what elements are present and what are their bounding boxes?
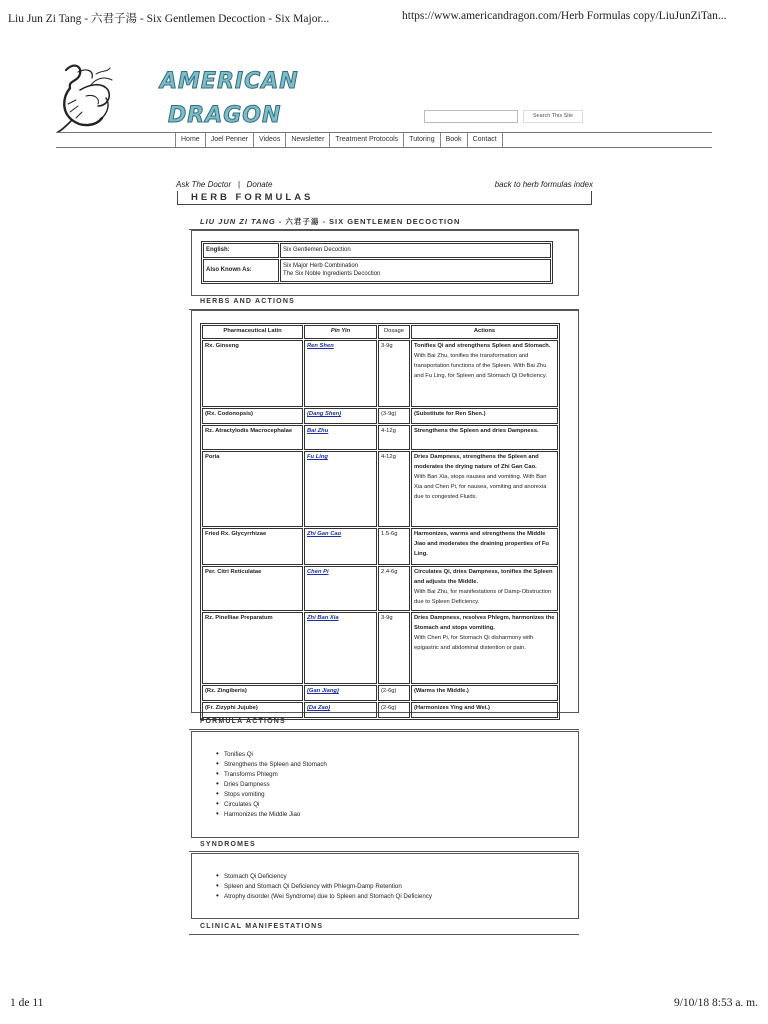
syndromes-list [216, 872, 432, 902]
herb-dosage: 3-9g [378, 612, 410, 684]
herb-action-note: With Chen Pi, for Stomach Qi disharmony with epigastric and abdominal distention or pain. [414, 634, 534, 651]
formula-actions-list [216, 750, 327, 820]
herb-pinyin [304, 408, 377, 424]
herb-dosage: 2.4-6g [378, 566, 410, 611]
herb-actions [411, 340, 558, 407]
print-page-number: 1 de 11 [10, 997, 44, 1009]
syndromes-rule [189, 851, 579, 852]
formula-actions-heading: FORMULA ACTIONS [200, 718, 286, 725]
col-actions: Actions [411, 325, 558, 339]
link-separator: | [237, 180, 240, 189]
english-label: English: [203, 243, 279, 258]
herb-pinyin-link[interactable]: Zhi Gan Cao [307, 531, 342, 537]
list-item: • Stops vomiting [216, 790, 327, 800]
herb-row [202, 425, 558, 450]
nav-home[interactable]: Home [175, 133, 205, 147]
herb-actions [411, 451, 558, 527]
nav-contact[interactable]: Contact [467, 133, 503, 147]
search-input[interactable] [424, 110, 518, 123]
herb-actions [411, 566, 558, 611]
dragon-logo-icon[interactable] [56, 60, 116, 136]
herb-pinyin-link[interactable]: Fu Ling [307, 454, 328, 460]
svg-text:DRAGON: DRAGON [168, 103, 282, 128]
clinical-heading: CLINICAL MANIFESTATIONS [200, 923, 324, 930]
herb-dosage: 3-9g [378, 340, 410, 407]
print-header [0, 10, 768, 28]
herb-actions [411, 702, 558, 718]
nav-newsletter[interactable]: Newsletter [285, 133, 329, 147]
names-table [201, 241, 553, 284]
herb-pinyin [304, 702, 377, 718]
herb-row [202, 612, 558, 684]
herb-pinyin-link[interactable]: Bai Zhu [307, 428, 329, 434]
print-datetime: 9/10/18 8:53 a. m. [673, 997, 758, 1009]
herb-action-main: Circulates Qi, dries Dampness, tonifies the Spleen and adjusts the Middle. [414, 569, 553, 585]
herb-action-main: (Warms the Middle.) [414, 688, 469, 694]
herb-pinyin [304, 340, 377, 407]
herb-pinyin-link[interactable]: (Gan Jiang) [307, 688, 339, 694]
herb-actions [411, 685, 558, 701]
list-item: • Atrophy disorder (Wei Syndrome) due to Spleen and Stomach Qi Deficiency [216, 892, 432, 902]
formula-actions-rule [189, 729, 579, 730]
nav-bottom-rule [56, 147, 712, 148]
herb-dosage: 4-12g [378, 425, 410, 450]
herb-dosage: (2-6g) [378, 685, 410, 701]
herb-action-main: Strengthens the Spleen and dries Dampness. [414, 428, 539, 434]
herbs-table [200, 323, 560, 720]
col-pinyin: Pin Yin [304, 325, 377, 339]
herb-row [202, 340, 558, 407]
list-item: • Transforms Phlegm [216, 770, 327, 780]
herb-actions [411, 408, 558, 424]
herb-action-main: (Harmonizes Ying and Wei.) [414, 705, 490, 711]
nav-book[interactable]: Book [440, 133, 467, 147]
herb-latin: (Fr. Zizyphi Jujube) [202, 702, 303, 718]
herb-latin: Rx. Ginseng [202, 340, 303, 407]
list-item: • Tonifies Qi [216, 750, 327, 760]
aka-value: Six Major Herb Combination The Six Noble Ingredients Decoction [280, 259, 551, 282]
herb-row [202, 408, 558, 424]
herb-actions [411, 612, 558, 684]
herb-row [202, 528, 558, 565]
herb-action-note: With Bai Zhu, tonifies the transformation and transportation functions of the Spleen. With Bai Zhu and Fu Ling, for Spleen and Stomach Qi Deficiency. [414, 352, 547, 379]
herb-pinyin-link[interactable]: Ren Shen [307, 343, 334, 349]
herb-dosage: (2-6g) [378, 702, 410, 718]
list-item: • Circulates Qi [216, 800, 327, 810]
nav-videos[interactable]: Videos [253, 133, 285, 147]
herb-row [202, 451, 558, 527]
herb-row [202, 685, 558, 701]
list-item: • Harmonizes the Middle Jiao [216, 810, 327, 820]
herb-action-main: (Substitute for Ren Shen.) [414, 411, 486, 417]
search-button[interactable]: Search This Site [523, 110, 583, 123]
table-row [203, 259, 551, 282]
herb-row [202, 566, 558, 611]
herb-latin: Poria [202, 451, 303, 527]
herb-pinyin [304, 612, 377, 684]
herb-pinyin-link[interactable]: (Dang Shen) [307, 411, 342, 417]
herb-action-main: Tonifies Qi and strengthens Spleen and Stomach. [414, 343, 551, 349]
list-item: • Spleen and Stomach Qi Deficiency with Phlegm-Damp Retention [216, 882, 432, 892]
top-links-left [176, 180, 272, 189]
herb-latin: Rz. Atractylodis Macrocephalae [202, 425, 303, 450]
nav-joel-penner[interactable]: Joel Penner [205, 133, 253, 147]
nav-tutoring[interactable]: Tutoring [403, 133, 439, 147]
herb-latin: (Rx. Codonopsis) [202, 408, 303, 424]
svg-text:AMERICAN: AMERICAN [160, 69, 299, 94]
print-page-url: https://www.americandragon.com/Herb Formulas copy/LiuJunZiTan... [402, 10, 727, 22]
aka-label: Also Known As: [203, 259, 279, 282]
section-header-text: HERB FORMULAS [191, 192, 314, 203]
herb-pinyin-link[interactable]: Chen Pi [307, 569, 329, 575]
table-header-row [202, 325, 558, 339]
english-value: Six Gentlemen Decoction [280, 243, 551, 258]
herb-dosage: 4-12g [378, 451, 410, 527]
herb-dosage: 1.5-6g [378, 528, 410, 565]
herb-dosage: (3-9g) [378, 408, 410, 424]
herb-pinyin [304, 425, 377, 450]
nav-treatment-protocols[interactable]: Treatment Protocols [329, 133, 403, 147]
print-footer [0, 997, 768, 1015]
back-to-index-link[interactable]: back to herb formulas index [494, 180, 593, 189]
herb-latin: Per. Citri Reticulatae [202, 566, 303, 611]
herbs-heading: HERBS AND ACTIONS [200, 298, 295, 305]
herb-pinyin-link[interactable]: Zhi Ban Xia [307, 615, 339, 621]
herb-action-note: With Bai Zhu, for manifestations of Damp-Obstruction due to Spleen Deficiency. [414, 588, 552, 605]
herb-latin: Fried Rx. Glycyrrhizae [202, 528, 303, 565]
main-navigation [175, 133, 503, 147]
list-item: • Strengthens the Spleen and Stomach [216, 760, 327, 770]
herb-latin: (Rz. Zingiberis) [202, 685, 303, 701]
herb-row [202, 702, 558, 718]
herb-pinyin [304, 685, 377, 701]
herb-pinyin [304, 566, 377, 611]
herb-action-main: Harmonizes, warms and strengthens the Middle Jiao and moderates the draining properties of Fu Ling. [414, 531, 549, 557]
herb-pinyin [304, 451, 377, 527]
formula-title: LIU JUN ZI TANG - 六君子湯 - SIX GENTLEMEN DECOCTION [200, 217, 461, 226]
herb-pinyin-link[interactable]: (Da Zao) [307, 705, 331, 711]
herb-latin: Rz. Pinelliae Preparatum [202, 612, 303, 684]
herb-pinyin [304, 528, 377, 565]
herb-action-note: With Ban Xia, stops nausea and vomiting. With Ban Xia and Chen Pi, for nausea, vomiting and anorexia due to congested Fluids. [414, 473, 547, 500]
herb-action-main: Dries Dampness, resolves Phlegm, harmonizes the Stomach and stops vomiting. [414, 615, 555, 631]
herb-action-main: Dries Dampness, strengthens the Spleen and moderates the drying nature of Zhi Gan Cao. [414, 454, 539, 470]
col-latin: Pharmaceutical Latin [202, 325, 303, 339]
syndromes-heading: SYNDROMES [200, 841, 256, 848]
american-dragon-logo[interactable] [158, 62, 299, 128]
ask-the-doctor-link[interactable]: Ask The Doctor [176, 180, 232, 189]
section-header [177, 191, 592, 205]
herb-actions [411, 425, 558, 450]
herb-actions [411, 528, 558, 565]
col-dosage: Dosage [378, 325, 410, 339]
table-row [203, 243, 551, 258]
clinical-rule [189, 934, 579, 935]
list-item: • Dries Dampness [216, 780, 327, 790]
list-item: • Stomach Qi Deficiency [216, 872, 432, 882]
print-page-title: Liu Jun Zi Tang - 六君子湯 - Six Gentlemen Decoction - Six Major... [8, 13, 330, 25]
donate-link[interactable]: Donate [246, 180, 273, 189]
